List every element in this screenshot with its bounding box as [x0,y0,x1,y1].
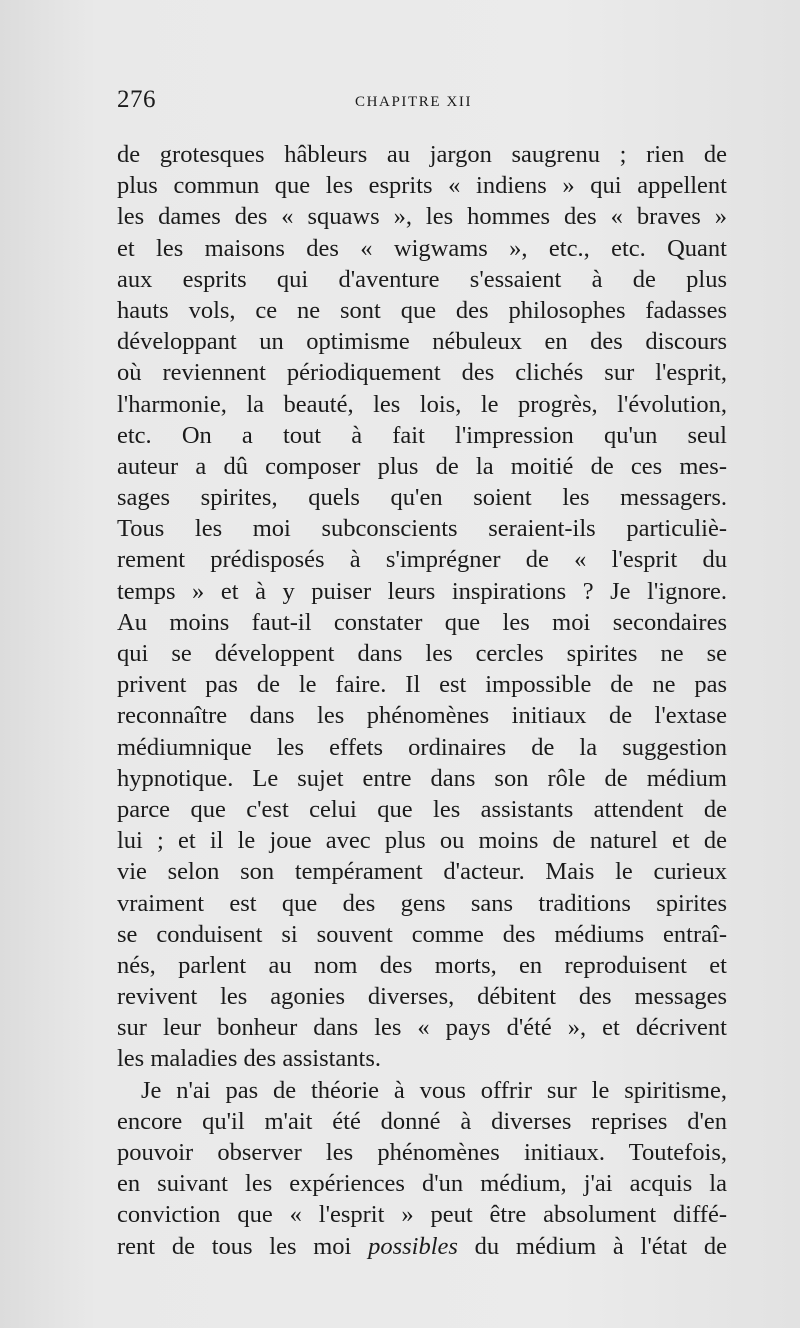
text-line: conviction que « l'esprit » peut être absolument diffé- [117,1201,727,1229]
text-line: de grotesques hâbleurs au jargon saugrenu ; rien de [117,141,727,168]
text-line-with-italic [117,1231,727,1262]
text-line: sages spirites, quels qu'en soient les messagers. [117,484,727,512]
text-line: se conduisent si souvent comme des médiums entraî- [117,920,727,948]
paragraph-end-line: les maladies des assistants. [117,1045,382,1073]
text-line: vie selon son tempérament d'acteur. Mais le curieux [117,858,727,886]
text-line: en suivant les expériences d'un médium, j'ai acquis la [117,1170,727,1198]
text-segment: rent de tous les moi [117,1232,369,1260]
text-line: où reviennent périodiquement des clichés sur l'esprit, [117,359,727,387]
text-line: plus commun que les esprits « indiens » qui appellent [117,172,727,200]
text-line: sur leur bonheur dans les « pays d'été », et décrivent [117,1014,727,1042]
text-line: hypnotique. Le sujet entre dans son rôle de médium [117,764,727,792]
text-line: etc. On a tout à fait l'impression qu'un seul [117,421,727,449]
text-line: rement prédisposés à s'imprégner de « l'esprit du [117,546,727,574]
text-line: et les maisons des « wigwams », etc., etc. Quant [117,234,727,262]
text-line: qui se développent dans les cercles spirites ne se [117,640,727,667]
text-line: lui ; et il le joue avec plus ou moins de naturel et de [117,827,727,855]
text-line: vraiment est que des gens sans traditions spirites [117,889,727,917]
text-line: nés, parlent au nom des morts, en reproduisent et [117,951,727,979]
text-line: pouvoir observer les phénomènes initiaux. Toutefois, [117,1139,727,1166]
text-line: privent pas de le faire. Il est impossible de ne pas [117,671,727,699]
running-title: CHAPITRE XII [355,94,473,110]
text-line: aux esprits qui d'aventure s'essaient à de plus [117,265,727,293]
text-line: auteur a dû composer plus de la moitié de ces mes- [117,452,727,480]
body-text [117,139,727,1262]
paragraph-start-line: Je n'ai pas de théorie à vous offrir sur le spiritisme, [141,1076,727,1104]
text-line: les dames des « squaws », les hommes des « braves » [117,203,727,231]
text-line: développant un optimisme nébuleux en des discours [117,328,727,356]
text-line: revivent les agonies diverses, débitent des messages [117,983,727,1011]
page-header [117,86,727,126]
text-line: encore qu'il m'ait été donné à diverses reprises d'en [117,1107,727,1135]
text-line: parce que c'est celui que les assistants attendent de [117,795,727,823]
italic-word: possibles [368,1232,458,1260]
text-line: Au moins faut-il constater que les moi secondaires [117,608,727,636]
text-line: Tous les moi subconscients seraient-ils particuliè- [117,515,727,543]
text-line: hauts vols, ce ne sont que des philosophes fadasses [117,296,727,324]
text-line: temps » et à y puiser leurs inspirations ? Je l'ignore. [117,577,727,605]
text-line: l'harmonie, la beauté, les lois, le progrès, l'évolution, [117,390,727,418]
page-number: 276 [117,86,156,113]
text-line: médiumnique les effets ordinaires de la suggestion [117,733,727,761]
text-segment: du médium à l'état de [457,1232,727,1260]
text-line: reconnaître dans les phénomènes initiaux de l'extase [117,702,727,730]
